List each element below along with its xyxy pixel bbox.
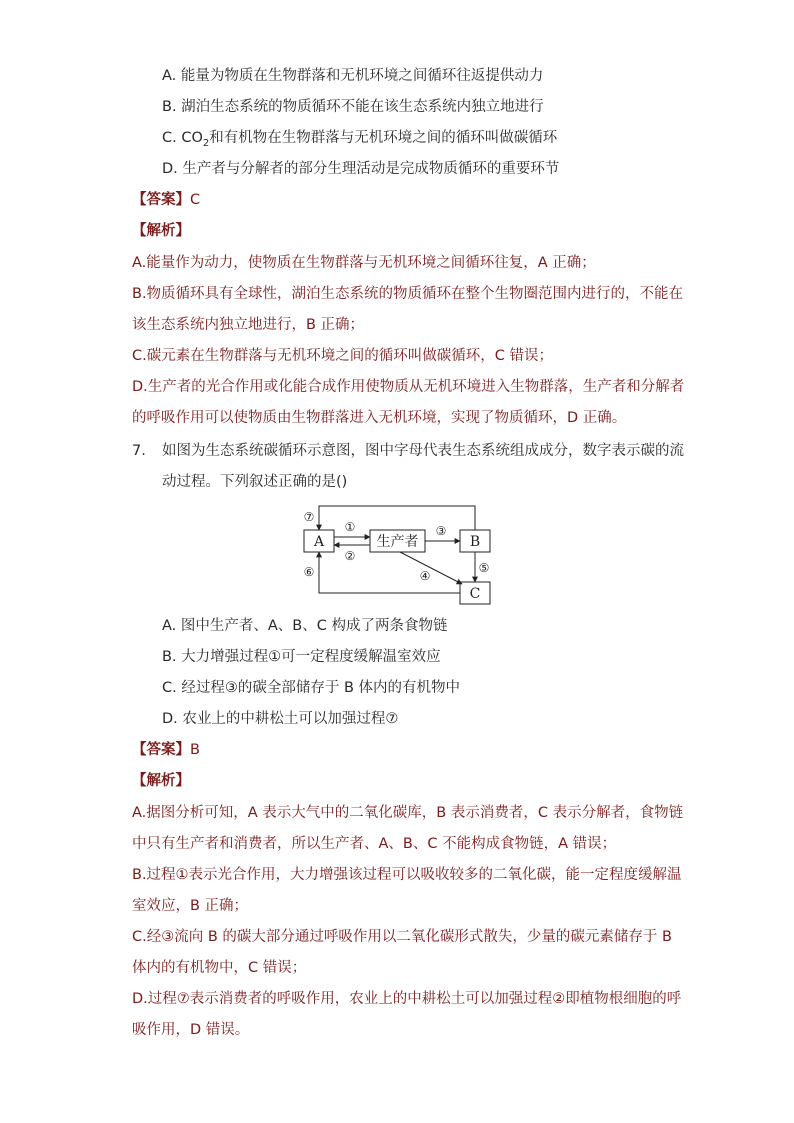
q7-analysis-line-1: A.据图分析可知，A 表示大气中的二氧化碳库，B 表示消费者，C 表示分解者，食物链 (132, 805, 684, 821)
q7-analysis-label: 【解析】 (132, 773, 190, 789)
q6-analysis-label: 【解析】 (132, 223, 190, 239)
label-n3: ③ (435, 524, 447, 538)
q7-option-c: C. 经过程③的碳全部储存于 B 体内的有机物中 (162, 680, 461, 696)
carbon-cycle-diagram (290, 500, 510, 610)
arrow-7 (319, 506, 475, 530)
q6-analysis-line-5: D.生产者的光合作用或化能合成作用使物质从无机环境进入生物群落，生产者和分解者 (132, 379, 685, 395)
q6-answer-value: C (190, 192, 201, 208)
label-n7: ⑦ (303, 510, 315, 524)
q7-analysis-line-3: B.过程①表示光合作用，大力增强该过程可以吸收较多的二氧化碳，能一定程度缓解温 (132, 867, 682, 883)
box-b-label: B (469, 534, 481, 550)
label-n2: ② (344, 549, 356, 563)
q7-analysis-line-5: C.经③流向 B 的碳大部分通过呼吸作用以二氧化碳形式散失，少量的碳元素储存于 B (132, 929, 672, 945)
label-n4: ④ (419, 569, 431, 583)
q6-analysis-line-2: B.物质循环具有全球性，湖泊生态系统的物质循环在整个生物圈范围内进行的，不能在 (132, 286, 684, 302)
q7-stem-line-1: 如图为生态系统碳循环示意图，图中字母代表生态系统组成成分，数字表示碳的流 (162, 443, 684, 459)
q7-stem-line-2: 动过程。下列叙述正确的是() (162, 474, 348, 490)
q6-option-a: A. 能量为物质在生物群落和无机环境之间循环往返提供动力 (162, 68, 544, 84)
q6-answer-label: 【答案】 (132, 192, 190, 208)
q7-answer-label: 【答案】 (132, 742, 190, 758)
q6-analysis-line-3: 该生态系统内独立地进行，B 正确； (132, 317, 365, 333)
arrow-4 (400, 552, 462, 584)
q7-number: 7. (132, 443, 146, 459)
q7-analysis-line-6: 体内的有机物中，C 错误； (132, 960, 307, 976)
label-n6: ⑥ (303, 565, 315, 579)
q6-option-c (162, 128, 557, 154)
box-a-label: A (313, 534, 325, 550)
q7-option-b: B. 大力增强过程①可一定程度缓解温室效应 (162, 649, 441, 665)
q6-option-c-subscript: 2 (202, 137, 210, 149)
q6-option-c-prefix: C. CO (162, 130, 203, 146)
label-n5: ⑤ (478, 561, 490, 575)
q6-analysis-line-6: 的呼吸作用可以使物质由生物群落进入无机环境，实现了物质循环，D 正确。 (132, 410, 627, 426)
q6-analysis-line-1: A.能量作为动力，使物质在生物群落与无机环境之间循环往复，A 正确； (132, 255, 596, 271)
q7-option-d: D. 农业上的中耕松土可以加强过程⑦ (162, 711, 399, 727)
q6-option-d: D. 生产者与分解者的部分生理活动是完成物质循环的重要环节 (162, 161, 560, 177)
box-producer-label: 生产者 (376, 534, 419, 550)
q7-analysis-line-2: 中只有生产者和消费者，所以生产者、A、B、C 不能构成食物链，A 错误； (132, 836, 617, 852)
q6-answer (132, 190, 200, 210)
label-n1: ① (344, 520, 356, 534)
box-c-label: C (469, 586, 481, 602)
q6-option-b: B. 湖泊生态系统的物质循环不能在该生态系统内独立地进行 (162, 99, 544, 115)
q7-analysis-line-7: D.过程⑦表示消费者的呼吸作用，农业上的中耕松土可以加强过程②即植物根细胞的呼 (132, 991, 682, 1007)
q7-option-a: A. 图中生产者、A、B、C 构成了两条食物链 (162, 618, 448, 634)
q6-option-c-rest: 和有机物在生物群落与无机环境之间的循环叫做碳循环 (209, 130, 558, 146)
q7-analysis-line-8: 吸作用，D 错误。 (132, 1022, 250, 1038)
q7-answer-value: B (190, 742, 200, 758)
q7-answer (132, 740, 200, 760)
q7-analysis-line-4: 室效应，B 正确； (132, 898, 249, 914)
q6-analysis-line-4: C.碳元素在生物群落与无机环境之间的循环叫做碳循环，C 错误； (132, 348, 553, 364)
